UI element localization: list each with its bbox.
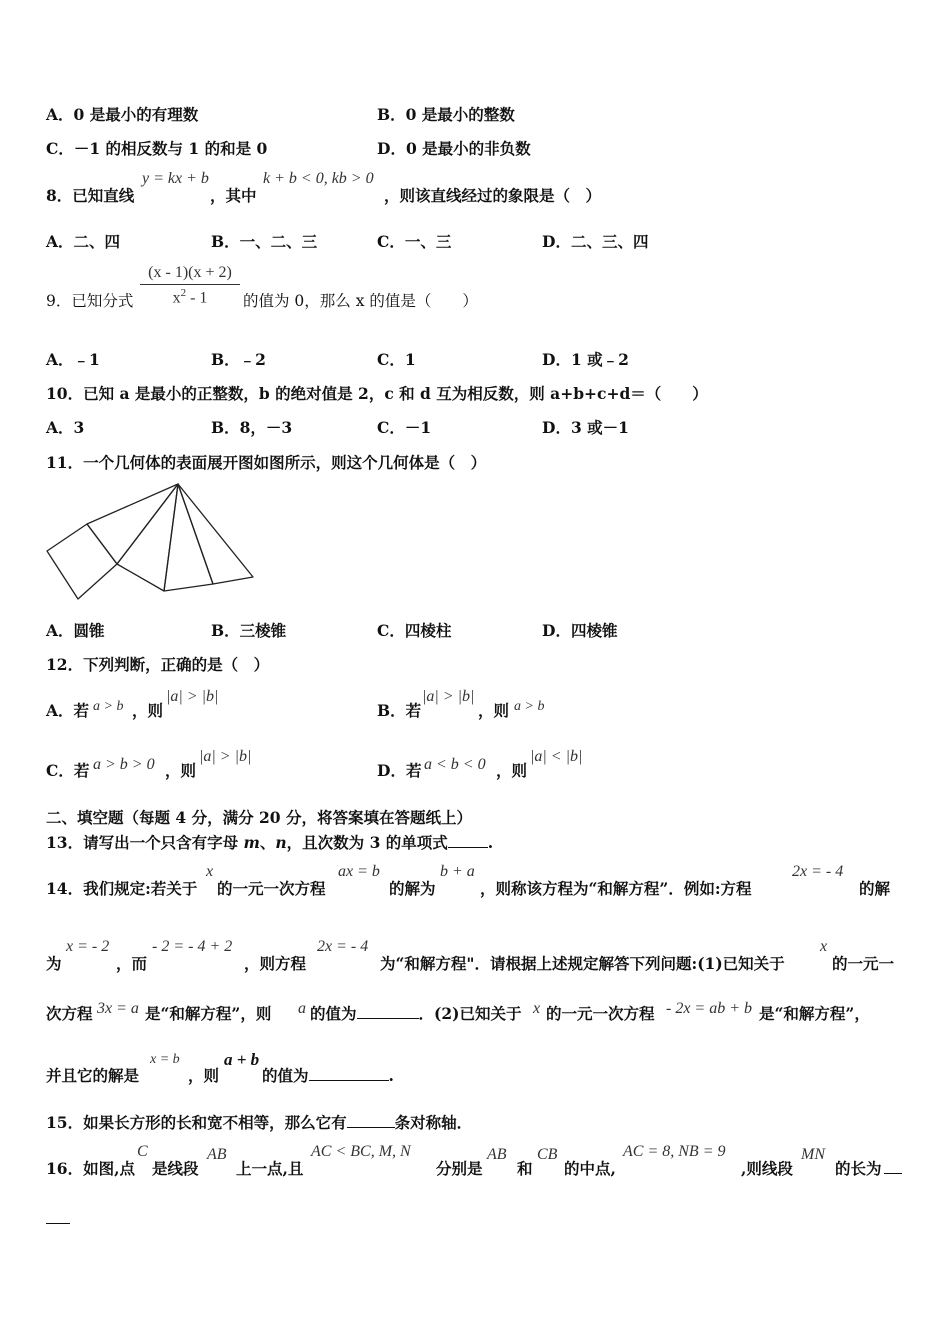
q8-option-a: A．二、四 — [46, 232, 121, 251]
q11-option-d: D．四棱锥 — [542, 621, 618, 640]
q14-text-15: 并且它的解是 — [46, 1066, 140, 1085]
q14-eq-3x-a: 3x = a — [97, 1000, 139, 1017]
q14-eq-b-plus-a: b + a — [440, 863, 475, 880]
q12-option-d-prefix: D．若 — [377, 761, 422, 780]
q9-option-a: A．﹣1 — [46, 350, 100, 369]
q12-option-c-then: ，则 — [165, 761, 197, 780]
q8-text-3: ，则该直线经过的象限是（ ） — [384, 186, 602, 205]
q12-option-a-condition: a > b — [93, 699, 124, 714]
q14-text-6: 为 — [46, 954, 62, 973]
q12-option-d-result: |a| < |b| — [530, 748, 583, 765]
q11-option-c: C．四棱柱 — [377, 621, 452, 640]
q12-option-b-prefix: B．若 — [377, 701, 422, 720]
q9-option-c: C．1 — [377, 350, 416, 369]
q12-option-b-result: a > b — [514, 699, 545, 714]
q14-eq-check: - 2 = - 4 + 2 — [152, 938, 233, 955]
q14-expr-a-plus-b: a + b — [224, 1050, 260, 1069]
q14-text-14: 是“和解方程”， — [759, 1004, 870, 1023]
q7-option-b: B．0 是最小的整数 — [377, 105, 515, 124]
q13-line: 13．请写出一个只含有字母 m、n，且次数为 3 的单项式 . — [46, 833, 494, 852]
q12-option-a-prefix: A．若 — [46, 701, 90, 720]
q14-text-16: ，则 — [188, 1066, 220, 1085]
q14-eq-x-neg2: x = - 2 — [66, 938, 110, 955]
q9-numerator: (x - 1)(x + 2) — [140, 264, 240, 285]
net-square-face — [47, 524, 117, 599]
q14-var-x-2: x — [820, 938, 828, 955]
q14-var-x-3: x — [533, 1000, 541, 1017]
q9-text-1: 9．已知分式 — [46, 292, 134, 310]
q8-option-b: B．一、二、三 — [211, 232, 318, 251]
q14-eq-2x-neg4-b: 2x = - 4 — [317, 938, 369, 955]
q16-text-1: 16．如图,点 — [46, 1159, 135, 1178]
net-triangle-face-4 — [178, 484, 253, 584]
q11-option-a: A．圆锥 — [46, 621, 105, 640]
q14-eq-2x-neg4: 2x = - 4 — [792, 863, 844, 880]
q10-option-c: C．－1 — [377, 418, 432, 437]
q8-condition: k + b < 0, kb > 0 — [263, 170, 374, 187]
q14-text-10: 的一元一 — [832, 954, 895, 973]
q16-text-2: 是线段 — [152, 1159, 199, 1178]
q15-line: 15．如果长方形的长和宽不相等，那么它有 条对称轴． — [46, 1113, 473, 1132]
q16-given-lengths: AC = 8, NB = 9 — [623, 1143, 726, 1160]
q14-text-12: 是“和解方程”，则 — [145, 1004, 272, 1023]
q16-point-c: C — [137, 1143, 148, 1160]
q14-eq-neg2x: - 2x = ab + b — [666, 1000, 753, 1017]
net-triangle-face-2 — [117, 484, 178, 591]
q10-stem: 10．已知 a 是最小的正整数，b 的绝对值是 2，c 和 d 互为相反数，则 a+b+c+d＝（ ） — [46, 384, 708, 403]
q7-option-a: A．0 是最小的有理数 — [46, 105, 199, 124]
q11-stem: 11．一个几何体的表面展开图如图所示，则这个几何体是（ ） — [46, 453, 487, 472]
q16-text-3: 上一点,且 — [236, 1159, 304, 1178]
q14-text-4: ，则称该方程为“和解方程”．例如:方程 — [480, 879, 752, 898]
q16-text-4: 分别是 — [436, 1159, 483, 1178]
q11-net-figure — [40, 478, 265, 604]
q14-blank-line-1: 的值为 ．(2)已知关于 — [310, 1004, 522, 1023]
q14-text-5: 的解 — [859, 879, 891, 898]
q8-text-1: 8．已知直线 — [46, 186, 135, 205]
q14-answer-blank-1[interactable] — [357, 1004, 419, 1019]
q16-segment-ab-2: AB — [487, 1146, 507, 1163]
q16-text-8: 的长为 — [835, 1159, 882, 1178]
q14-text-11: 次方程 — [46, 1004, 93, 1023]
q14-text-3: 的解为 — [389, 879, 436, 898]
section-2-title: 二、填空题（每题 4 分，满分 20 分，将答案填在答题纸上） — [46, 808, 472, 827]
q12-option-c-prefix: C．若 — [46, 761, 90, 780]
q9-denominator: $x^2 - 1$ — [172, 287, 208, 307]
net-triangle-face-3 — [164, 484, 213, 591]
q16-segment-mn: MN — [801, 1146, 825, 1163]
q12-option-c-condition: a > b > 0 — [93, 756, 155, 773]
q14-text-7: ，而 — [116, 954, 148, 973]
q11-option-b: B．三棱锥 — [211, 621, 287, 640]
q16-segment-ab: AB — [207, 1146, 227, 1163]
q12-option-b-condition: |a| > |b| — [422, 688, 475, 705]
q8-line-equation: y = kx + b — [142, 170, 209, 187]
q12-option-d-then: ，则 — [496, 761, 528, 780]
q12-stem: 12．下列判断，正确的是（ ） — [46, 655, 270, 674]
q12-option-d-condition: a < b < 0 — [424, 756, 486, 773]
q7-option-c: C．－1 的相反数与 1 的和是 0 — [46, 139, 268, 158]
q14-text-1: 14．我们规定:若关于 — [46, 879, 198, 898]
q16-text-7: ,则线段 — [741, 1159, 793, 1178]
q16-answer-blank-part-1[interactable] — [884, 1159, 902, 1174]
q14-answer-blank-2[interactable] — [309, 1066, 389, 1081]
q14-text-8: ，则方程 — [244, 954, 307, 973]
q16-text-6: 的中点, — [564, 1159, 616, 1178]
q8-option-d: D．二、三、四 — [542, 232, 649, 251]
q14-text-2: 的一元一次方程 — [217, 879, 326, 898]
q14-text-9: 为“和解方程"．请根据上述规定解答下列问题:(1)已知关于 — [380, 954, 785, 973]
q14-eq-x-b: x = b — [150, 1052, 180, 1067]
q9-fraction — [140, 264, 240, 307]
q9-option-d: D．1 或﹣2 — [542, 350, 629, 369]
q14-var-a: a — [298, 1000, 306, 1017]
q14-text-13: 的一元一次方程 — [546, 1004, 655, 1023]
q10-option-a: A．3 — [46, 418, 85, 437]
q15-answer-blank[interactable] — [347, 1113, 395, 1128]
q8-option-c: C．一、三 — [377, 232, 452, 251]
net-triangle-face-1 — [87, 484, 178, 564]
q14-eq-ax-b: ax = b — [338, 863, 380, 880]
q7-option-d: D．0 是最小的非负数 — [377, 139, 531, 158]
q16-segment-cb: CB — [537, 1146, 558, 1163]
q8-text-2: ，其中 — [210, 186, 257, 205]
q14-blank-line-2: 的值为 . — [262, 1066, 394, 1085]
q16-text-5: 和 — [517, 1159, 533, 1178]
q13-answer-blank[interactable] — [448, 833, 488, 848]
q12-option-b-then: ，则 — [478, 701, 510, 720]
q10-option-b: B．8，－3 — [211, 418, 293, 437]
q14-var-x-1: x — [206, 863, 214, 880]
q16-condition: AC < BC, M, N — [311, 1143, 411, 1160]
q9-option-b: B．﹣2 — [211, 350, 266, 369]
q9-text-2: 的值为 0，那么 x 的值是（ ） — [243, 292, 478, 310]
q12-option-c-result: |a| > |b| — [199, 748, 252, 765]
q10-option-d: D．3 或－1 — [542, 418, 629, 437]
q12-option-a-result: |a| > |b| — [166, 688, 219, 705]
q16-answer-blank-part-2[interactable] — [46, 1209, 70, 1224]
q12-option-a-then: ，则 — [132, 701, 164, 720]
